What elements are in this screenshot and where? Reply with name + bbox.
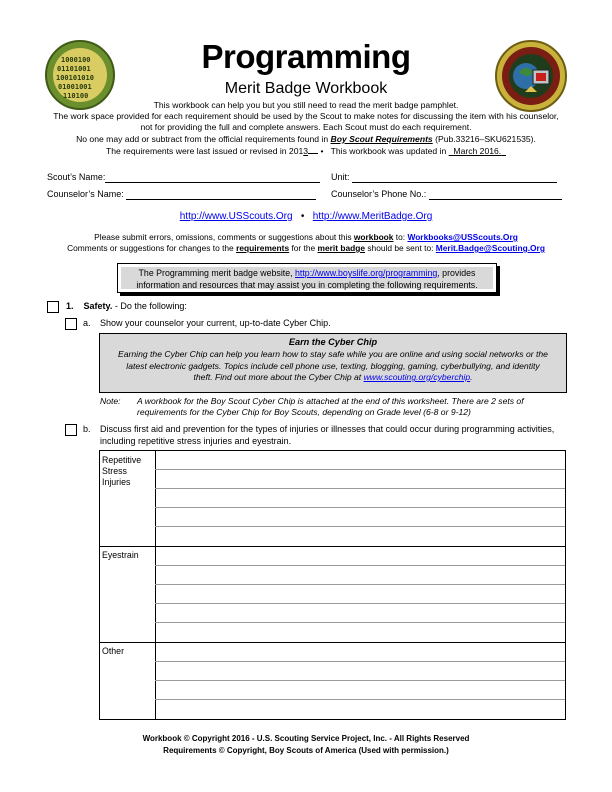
note-label: Note:: [100, 396, 121, 406]
svg-text:01001001: 01001001: [58, 83, 92, 91]
footer-copyright: Workbook © Copyright 2016 - U.S. Scouting Service Project, Inc. - All Rights Reserved: [142, 734, 470, 743]
req1a-text: Show your counselor your current, up-to-date Cyber Chip.: [100, 318, 331, 328]
notes-table: [99, 450, 566, 720]
submission-info: Please submit errors, omissions, comments or suggestions about this workbook to: Workbooks@USScouts.Org Comments or suggestions for changes to the requirements for the merit badge should be sent to: Merit.Badge@Scouting.Org: [67, 232, 545, 253]
counselor-name-field[interactable]: Counselor’s Name:: [47, 188, 316, 200]
svg-text:1000100: 1000100: [61, 56, 91, 64]
svg-text:01101001: 01101001: [57, 65, 91, 73]
svg-text:110100: 110100: [63, 92, 89, 100]
footer: [0, 733, 612, 757]
req1b-checkbox[interactable]: [65, 424, 77, 436]
footer-requirements-copyright: Requirements © Copyright, Boy Scouts of America (Used with permission.): [163, 746, 449, 755]
req1a-letter: a.: [83, 318, 91, 328]
req1-heading: 1. Safety. - Do the following:: [66, 301, 187, 311]
intro-line: The work space provided for each requirement should be used by the Scout to make notes for discussing the item with his counselor,: [53, 111, 559, 122]
intro-line: This workbook can help you but you still need to read the merit badge pamphlet.: [153, 100, 459, 110]
intro-line: No one may add or subtract from the official requirements found in Boy Scout Requirements (Pub.33216–SKU621535).: [76, 133, 536, 144]
req1b-text: Discuss first aid and prevention for the types of injuries or illnesses that could occur during programming activities, including repetitive stress injuries and eyestrain.: [100, 424, 555, 446]
intro-paragraph: [40, 100, 572, 157]
cyber-chip-heading: Earn the Cyber Chip: [288, 337, 378, 347]
req1-checkbox[interactable]: [47, 301, 59, 313]
req1b-letter: b.: [83, 424, 91, 434]
page-title: Programming: [201, 38, 411, 75]
cyber-chip-body: Earning the Cyber Chip can help you learn how to stay safe while you are online and using social networks or the latest electronic gadgets. Topics include cell phone use, texting, blogging, gaming, cyberbullying, and identity theft. Find out more about the Cyber Chip at www.scouting.org/cyberchip.: [118, 349, 548, 382]
usscouts-link[interactable]: http://www.USScouts.Org: [179, 211, 293, 222]
intro-line: not for providing the full and complete answers. Each Scout must do each requirement.: [140, 122, 472, 133]
counselor-phone-field[interactable]: Counselor’s Phone No.:: [331, 188, 562, 200]
cyberchip-link[interactable]: www.scouting.org/cyberchip: [363, 372, 471, 382]
boyslife-link[interactable]: http://www.boyslife.org/programming: [295, 268, 438, 278]
website-info-box: The Programming merit badge website, http://www.boyslife.org/programming, provides information and resources that may assist you in completing the following requirements.: [117, 263, 497, 293]
unit-field[interactable]: Unit:: [331, 171, 557, 183]
req1a-checkbox[interactable]: [65, 318, 77, 330]
page-subtitle: Merit Badge Workbook: [224, 80, 388, 97]
meritbadge-email-link[interactable]: Merit.Badge@Scouting.Org: [435, 243, 545, 253]
cyber-chip-box: [99, 333, 567, 393]
eyestrain-label: Eyestrain: [102, 550, 139, 560]
rsi-label: Repetitive Stress Injuries: [102, 455, 142, 487]
scout-name-field[interactable]: Scout’s Name:: [47, 171, 320, 183]
note-text: A workbook for the Boy Scout Cyber Chip is attached at the end of this worksheet. There are 2 sets of requirements for the Cyber Chip for Boy Scouts, depending on Grade level (6-8 or 9-12): [137, 396, 524, 417]
updated-date: March 2016.: [453, 145, 502, 156]
workbooks-email-link[interactable]: Workbooks@USScouts.Org: [407, 232, 518, 242]
website-links: http://www.USScouts.Org • http://www.MeritBadge.Org: [179, 211, 433, 222]
other-label: Other: [102, 646, 125, 656]
meritbadge-link[interactable]: http://www.MeritBadge.Org: [312, 211, 433, 222]
revision-line: The requirements were last issued or revised in 2013 • This workbook was updated in March 2016.: [106, 145, 502, 156]
svg-text:100101010: 100101010: [56, 74, 94, 82]
requirements-book-title: Boy Scout Requirements: [330, 133, 433, 144]
